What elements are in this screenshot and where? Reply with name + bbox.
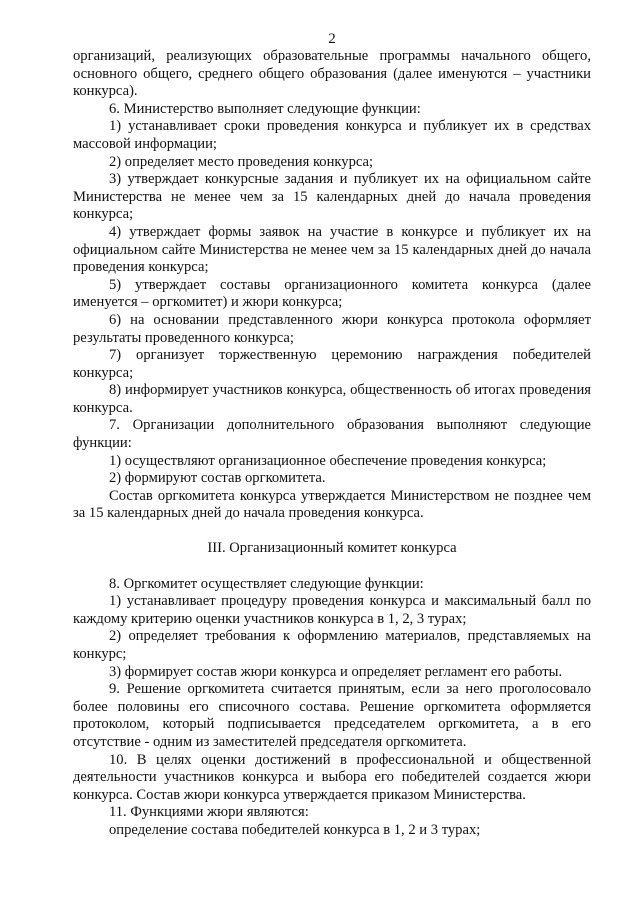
paragraph: 8) информирует участников конкурса, общественность об итогах проведения конкурса. bbox=[73, 382, 591, 416]
paragraph: 7) организует торжественную церемонию награждения победителей конкурса; bbox=[73, 347, 591, 381]
paragraph: 5) утверждает составы организационного комитета конкурса (далее именуется – оргкомитет) и жюри конкурса; bbox=[73, 276, 591, 311]
page-number: 2 bbox=[328, 31, 336, 47]
paragraph: 6) на основании представленного жюри конкурса протокола оформляет результаты проведенного конкурса; bbox=[73, 311, 591, 346]
paragraph: 9. Решение оргкомитета считается принятым, если за него проголосовало более половины его списочного состава. Решение оргкомитета оформляется протоколом, который подписывается председателем оргкомитета, а в его отсутствие - одним из заместителей председателя оргкомитета. bbox=[73, 681, 591, 750]
paragraph: 2) формируют состав оргкомитета. bbox=[109, 470, 326, 487]
paragraph: 1) устанавливает процедуру проведения конкурса и максимальный балл по каждому критерию оценки участников конкурса в 1, 2, 3 турах; bbox=[73, 593, 591, 627]
section-heading: III. Организационный комитет конкурса bbox=[207, 540, 457, 557]
paragraph: 3) формирует состав жюри конкурса и определяет регламент его работы. bbox=[109, 663, 563, 680]
paragraph: Состав оргкомитета конкурса утверждается Министерством не позднее чем за 15 календарных дней до начала проведения конкурса. bbox=[73, 487, 591, 522]
paragraph: 1) устанавливает сроки проведения конкурса и публикует их в средствах массовой информации; bbox=[73, 118, 591, 152]
paragraph: 1) осуществляют организационное обеспечение проведения конкурса; bbox=[109, 452, 547, 469]
paragraph: 2) определяет место проведения конкурса; bbox=[109, 153, 374, 170]
paragraph: 8. Оргкомитет осуществляет следующие функции: bbox=[109, 575, 424, 592]
paragraph: 2) определяет требования к оформлению материалов, представляемых на конкурс; bbox=[73, 628, 591, 662]
paragraph: 3) утверждает конкурсные задания и публикует их на официальном сайте Министерства не менее чем за 15 календарных дней до начала проведения конкурса; bbox=[73, 171, 591, 223]
paragraph: 10. В целях оценки достижений в профессиональной и общественной деятельности участников конкурса и выбора его победителей создается жюри конкурса. Состав жюри конкурса утверждается приказом Министерства. bbox=[73, 751, 591, 803]
paragraph: 6. Министерство выполняет следующие функции: bbox=[109, 100, 421, 117]
paragraph: 11. Функциями жюри являются: bbox=[109, 804, 309, 821]
paragraph: организаций, реализующих образовательные программы начального общего, основного общего, среднего общего образования (далее именуются – участники конкурса). bbox=[73, 48, 591, 100]
paragraph: определение состава победителей конкурса в 1, 2 и 3 турах; bbox=[109, 821, 481, 838]
paragraphs-top bbox=[73, 48, 591, 523]
document-page bbox=[73, 30, 591, 840]
paragraph: 7. Организации дополнительного образования выполняют следующие функции: bbox=[73, 417, 591, 452]
paragraphs-bottom bbox=[73, 576, 591, 840]
paragraph: 4) утверждает формы заявок на участие в конкурсе и публикует их на официальном сайте Министерства не менее чем за 15 календарных дней до начала проведения конкурса; bbox=[73, 223, 591, 276]
